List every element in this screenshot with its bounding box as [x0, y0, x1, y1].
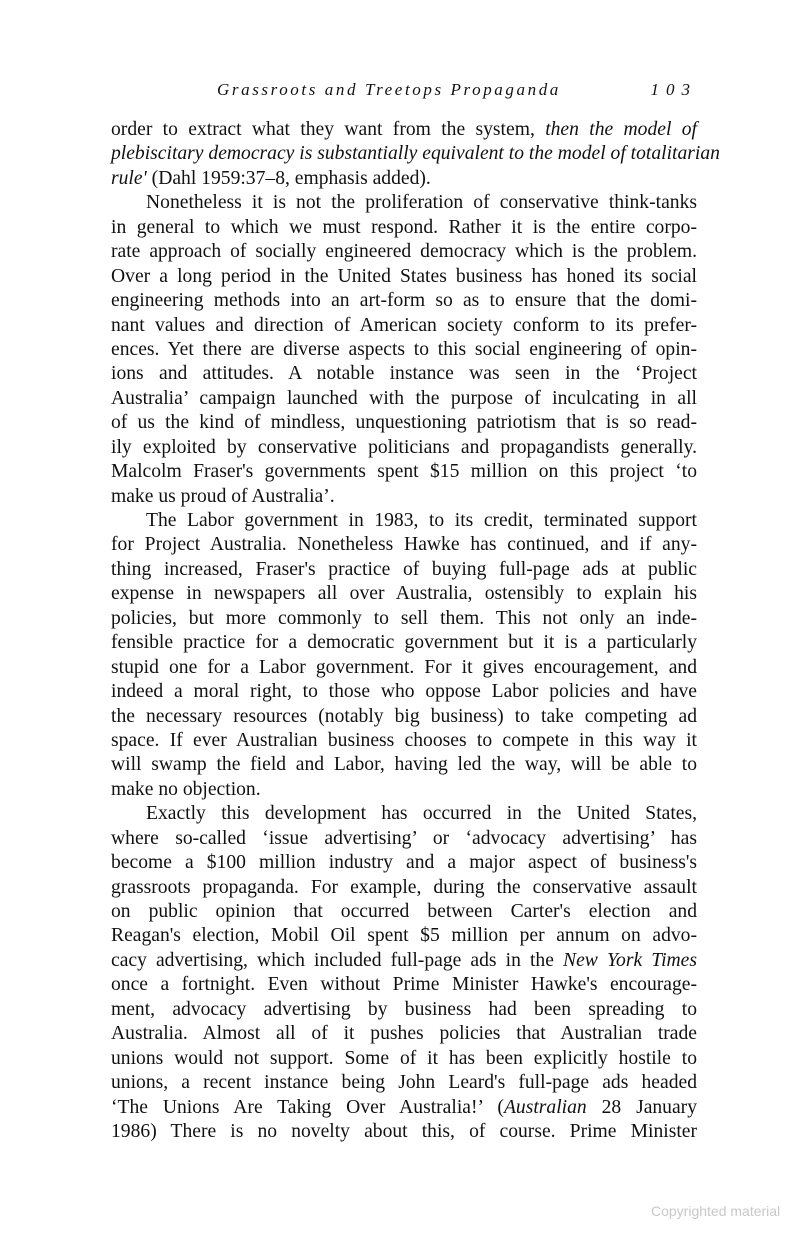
- text-line: [111, 216, 697, 240]
- text-line: [111, 289, 697, 313]
- text-run: ences. Yet there are diverse aspects to this social engineering of opin-: [111, 338, 697, 360]
- text-run: thing increased, Fraser's practice of buying full-page ads at public: [111, 558, 697, 580]
- running-head: [217, 80, 697, 106]
- text-line: [111, 582, 697, 606]
- text-line: [111, 265, 697, 289]
- text-run: rate approach of socially engineered democracy which is the problem.: [111, 241, 697, 263]
- text-line: [111, 607, 697, 631]
- text-line: [111, 949, 697, 973]
- text-run: nant values and direction of American society conform to its prefer-: [111, 314, 697, 336]
- text-line: [111, 142, 720, 166]
- text-line: [111, 924, 697, 948]
- text-run: ment, advocacy advertising by business had been spreading to: [111, 998, 697, 1020]
- text-line: [111, 827, 697, 851]
- text-run: cacy advertising, which included full-page ads in the: [111, 949, 564, 971]
- text-line: [111, 1022, 697, 1046]
- text-run: become a $100 million industry and a major aspect of business's: [111, 852, 697, 874]
- italic-text: then the model of: [545, 119, 697, 140]
- paragraph: [111, 509, 697, 802]
- italic-text: Australian: [503, 1096, 587, 1118]
- text-run: grassroots propaganda. For example, during the conservative assault: [111, 876, 697, 898]
- text-run: Nonetheless it is not the proliferation of conservative think-tanks: [146, 192, 697, 214]
- paragraph: [111, 802, 697, 1144]
- text-line: [111, 753, 697, 777]
- text-line: [111, 191, 697, 215]
- text-line: [111, 973, 697, 997]
- text-line: [111, 411, 697, 435]
- text-run: stupid one for a Labor government. For it gives encouragement, and: [111, 656, 697, 678]
- paragraph: [111, 118, 720, 191]
- text-run: Australia’ campaign launched with the purpose of inculcating in all: [111, 387, 697, 409]
- text-run: ‘The Unions Are Taking Over Australia!’ (: [111, 1096, 504, 1118]
- text-line: [111, 387, 697, 411]
- text-run: Reagan's election, Mobil Oil spent $5 million per annum on advo-: [111, 925, 697, 947]
- text-run: on public opinion that occurred between Carter's election and: [111, 901, 697, 922]
- text-run: Australia. Almost all of it pushes policies that Australian trade: [111, 1023, 697, 1045]
- text-run: make no objection.: [111, 778, 261, 800]
- text-run: in general to which we must respond. Rather it is the entire corpo-: [111, 216, 697, 238]
- italic-text: New York Times: [563, 949, 697, 971]
- copyright-watermark: Copyrighted material: [651, 1203, 781, 1219]
- text-line: [111, 509, 697, 533]
- text-run: engineering methods into an art-form so as to ensure that the domi-: [111, 290, 697, 312]
- text-run: for Project Australia. Nonetheless Hawke has continued, and if any-: [111, 534, 697, 556]
- text-run: The Labor government in 1983, to its credit, terminated support: [146, 510, 697, 531]
- text-run: 1986) There is no novelty about this, of course. Prime Minister: [111, 1120, 697, 1142]
- text-line: [111, 900, 697, 924]
- page-number: 103: [650, 80, 697, 99]
- text-line: [111, 485, 697, 509]
- text-line: [111, 460, 697, 484]
- text-run: 28 January: [586, 1096, 698, 1118]
- text-line: [111, 680, 697, 704]
- text-run: of us the kind of mindless, unquestioning patriotism that is so read-: [111, 412, 697, 434]
- text-line: [111, 778, 697, 802]
- text-run: ions and attitudes. A notable instance was seen in the ‘Project: [111, 363, 697, 385]
- text-run: ily exploited by conservative politicians and propagandists generally.: [111, 436, 697, 458]
- text-line: [111, 533, 697, 557]
- text-line: [111, 362, 697, 386]
- text-run: will swamp the field and Labor, having led the way, will be able to: [111, 754, 697, 776]
- text-run: expense in newspapers all over Australia, ostensibly to explain his: [111, 583, 697, 605]
- text-run: where so-called ‘issue advertising’ or ‘advocacy advertising’ has: [111, 827, 697, 849]
- text-line: [111, 338, 697, 362]
- text-run: unions would not support. Some of it has been explicitly hostile to: [111, 1047, 697, 1069]
- text-run: Malcolm Fraser's governments spent $15 million on this project ‘to: [111, 461, 697, 483]
- text-line: [111, 876, 697, 900]
- text-run: fensible practice for a democratic government but it is a particularly: [111, 632, 697, 654]
- text-line: [111, 167, 697, 191]
- text-line: [111, 314, 697, 338]
- text-line: [111, 1120, 697, 1144]
- text-line: [111, 631, 697, 655]
- chapter-title: Grassroots and Treetops Propaganda: [217, 80, 561, 99]
- text-line: [111, 240, 697, 264]
- text-line: [111, 656, 697, 680]
- text-line: [111, 802, 697, 826]
- text-run: make us proud of Australia’.: [111, 485, 335, 507]
- text-line: [111, 558, 697, 582]
- text-line: [111, 851, 697, 875]
- text-line: [111, 436, 697, 460]
- text-run: space. If ever Australian business chooses to compete in this way it: [111, 729, 697, 751]
- text-line: [111, 1096, 697, 1120]
- text-run: Exactly this development has occurred in the United States,: [146, 803, 697, 825]
- text-run: the necessary resources (notably big business) to take competing ad: [111, 705, 697, 727]
- text-run: order to extract what they want from the system,: [111, 119, 546, 140]
- paragraph: [111, 191, 697, 509]
- text-run: unions, a recent instance being John Leard's full-page ads headed: [111, 1072, 697, 1094]
- text-run: Over a long period in the United States business has honed its social: [111, 265, 697, 287]
- body-text: [111, 118, 720, 1144]
- text-line: [111, 705, 697, 729]
- text-line: [111, 998, 697, 1022]
- italic-text: rule': [111, 167, 147, 189]
- text-run: once a fortnight. Even without Prime Minister Hawke's encourage-: [111, 974, 697, 996]
- text-line: [111, 1047, 697, 1071]
- text-line: [111, 1071, 697, 1095]
- text-run: indeed a moral right, to those who oppose Labor policies and have: [111, 681, 697, 703]
- text-line: [111, 729, 697, 753]
- text-run: (Dahl 1959:37–8, emphasis added).: [146, 167, 431, 189]
- text-line: [111, 118, 697, 142]
- text-run: policies, but more commonly to sell them. This not only an inde-: [111, 607, 697, 629]
- italic-text: plebiscitary democracy is substantially equivalent to the model of totalitarian: [111, 143, 720, 165]
